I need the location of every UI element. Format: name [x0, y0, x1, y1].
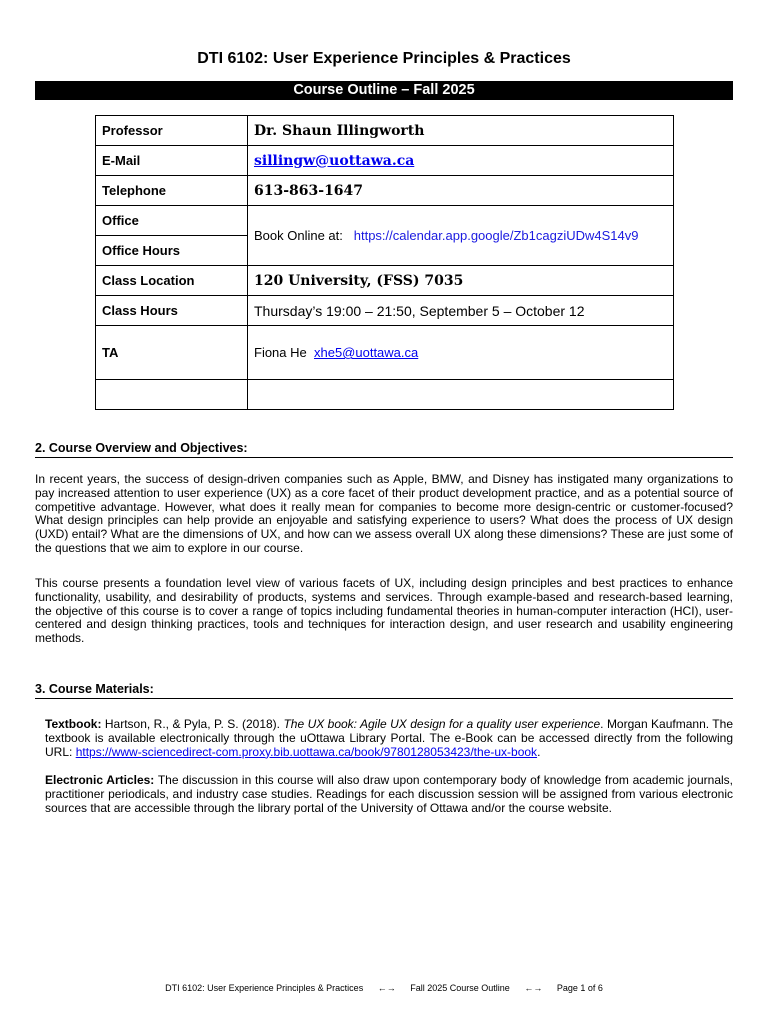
professor-value: Dr. Shaun Illingworth — [248, 116, 674, 146]
textbook-authors: Hartson, R., & Pyla, P. S. (2018). — [104, 717, 281, 731]
textbook-details: . Morgan Kaufmann. The textbook is available electronically through the uOttawa Library Portal. The e-Book can be accessed directly from the following URL: — [45, 717, 733, 759]
class-hours-value: Thursday’s 19:00 – 21:50, September 5 – October 12 — [248, 296, 674, 326]
booking-cell — [248, 206, 674, 266]
ta-name: Fiona He — [254, 345, 307, 360]
section-2-heading: 2. Course Overview and Objectives: — [35, 441, 733, 458]
ta-label: TA — [96, 326, 248, 380]
class-location-value: 120 University, (FSS) 7035 — [248, 266, 674, 296]
class-location-label: Class Location — [96, 266, 248, 296]
course-info-table — [95, 115, 674, 410]
table-row — [96, 296, 674, 326]
textbook-url-link[interactable]: https://www-sciencedirect-com.proxy.bib.uottawa.ca/book/9780128053423/the-ux-book — [75, 744, 538, 759]
professor-label: Professor — [96, 116, 248, 146]
overview-paragraph-1: In recent years, the success of design-driven companies such as Apple, BMW, and Disney has instigated many organizations to pay increased attention to user experience (UX) as a core facet of their product development practice, and as a potential source of competitive advantage. However, what does it really mean for companies to become more design-centric or customer-focused? What design principles can help provide an enjoyable and satisfying experience to users? What does the process of UX design (UXD) entail? What are the dimensions of UX, and how can we assess overall UX along these dimensions? These are just some of the questions that we aim to explore in our course. — [35, 472, 733, 555]
table-row — [96, 146, 674, 176]
textbook-title: The UX book: Agile UX design for a quality user experience — [283, 717, 601, 731]
footer-page-number: Page 1 of 6 — [556, 983, 603, 993]
table-row — [96, 206, 674, 236]
footer-outline: Fall 2025 Course Outline — [410, 983, 510, 993]
booking-prefix: Book Online at: — [254, 228, 343, 243]
table-row — [96, 266, 674, 296]
section-3-heading: 3. Course Materials: — [35, 682, 733, 699]
page-footer — [0, 983, 768, 993]
office-label: Office — [96, 206, 248, 236]
table-row-empty — [96, 380, 674, 410]
textbook-paragraph: Textbook: Hartson, R., & Pyla, P. S. (2018). The UX book: Agile UX design for a quality user experience. Morgan Kaufmann. The textbook is available electronically through the uOttawa Library Portal. The e-Book can be accessed directly from the following URL: https://www-sciencedirect-com.proxy.bib.uottawa.ca/book/9780128053423/the-ux-book. — [45, 717, 733, 759]
table-row — [96, 116, 674, 146]
overview-paragraph-2: This course presents a foundation level view of various facets of UX, including design principles and best practices to enhance functionality, usability, and desirability of products, systems and services. Through example-based and research-based learning, the objective of this course is to cover a range of topics including fundamental theories in human-computer interaction (HCI), user-centered and design thinking practices, tools and techniques for interaction design, and user research and usability engineering methods. — [35, 576, 733, 646]
booking-link[interactable]: https://calendar.app.google/Zb1cagziUDw4S14v9 — [353, 228, 639, 243]
telephone-label: Telephone — [96, 176, 248, 206]
document-title: DTI 6102: User Experience Principles & Practices — [197, 50, 571, 67]
email-label: E-Mail — [96, 146, 248, 176]
office-hours-label: Office Hours — [96, 236, 248, 266]
table-row — [96, 326, 674, 380]
telephone-value: 613-863-1647 — [248, 176, 674, 206]
ta-email-link[interactable]: xhe5@uottawa.ca — [313, 345, 419, 360]
textbook-label: Textbook: — [45, 717, 102, 731]
email-link[interactable]: sillingw@uottawa.ca — [254, 152, 415, 169]
articles-paragraph — [45, 774, 733, 815]
class-hours-label: Class Hours — [96, 296, 248, 326]
footer-arrows-2: ←→ — [524, 983, 543, 993]
footer-arrows-1: ←→ — [377, 983, 396, 993]
course-outline-banner: Course Outline – Fall 2025 — [35, 81, 733, 100]
table-row — [96, 176, 674, 206]
footer-course: DTI 6102: User Experience Principles & Practices — [165, 983, 364, 993]
articles-label: Electronic Articles: — [45, 773, 155, 787]
ta-cell — [248, 326, 674, 380]
articles-text: The discussion in this course will also draw upon contemporary body of knowledge from academic journals, practitioner periodicals, and industry case studies. Readings for each discussion session will be assigned from various electronic sources that are accessible through the library portal of the University of Ottawa and/or the course website. — [45, 773, 733, 815]
